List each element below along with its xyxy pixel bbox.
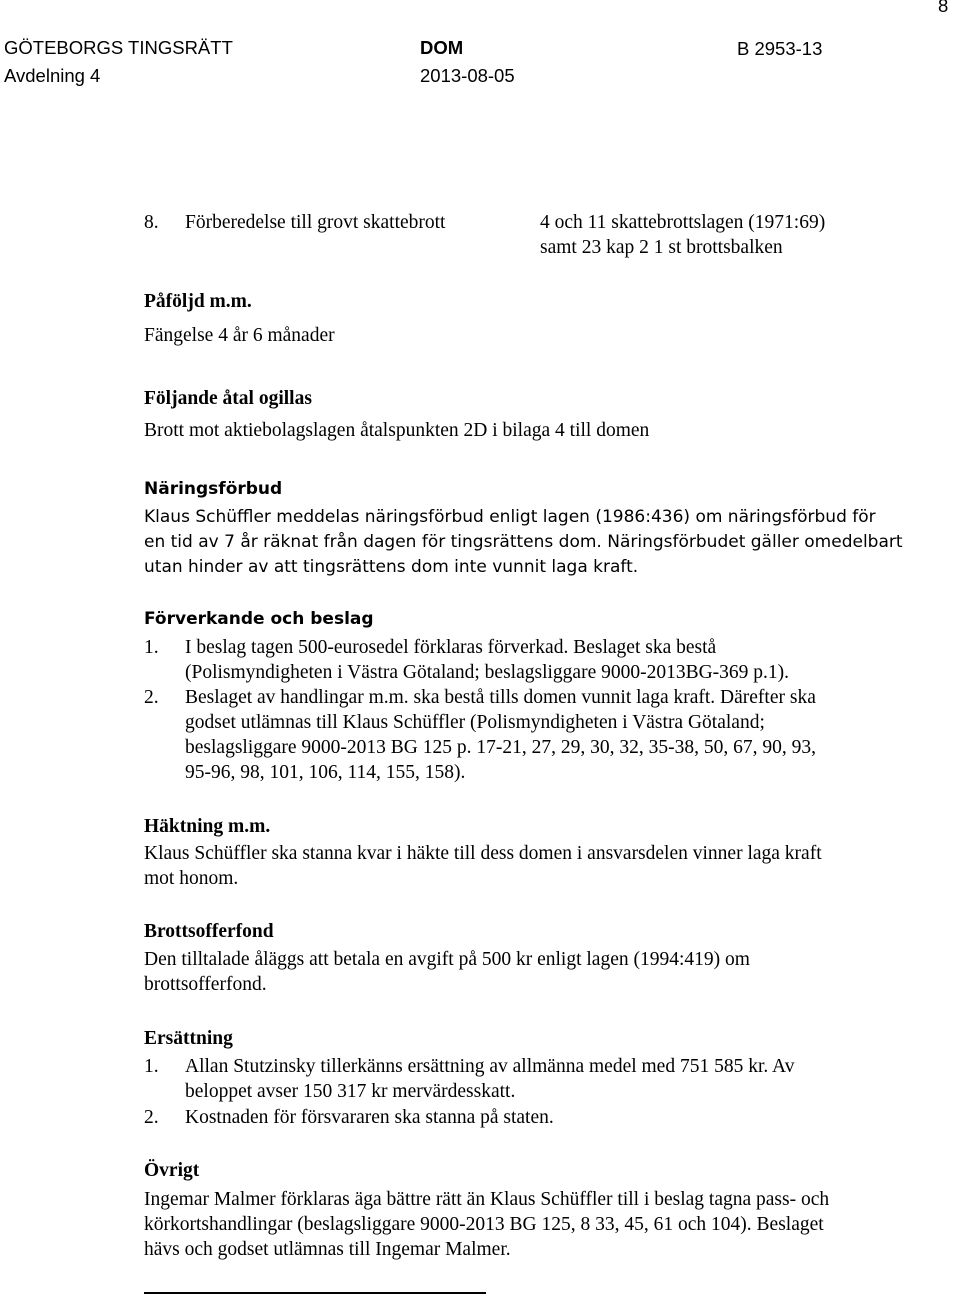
section-heading-pafoljd: Påföljd m.m. [144,291,252,312]
sentence-text: Fängelse 4 år 6 månader [144,325,335,346]
paragraph-line: en tid av 7 år räknat från dagen för tingsrättens dom. Näringsförbudet gäller omedelbart [144,532,903,552]
paragraph-line: hävs och godset utlämnas till Ingemar Malmer. [144,1239,511,1260]
section-heading-ogillas: Följande åtal ogillas [144,388,312,409]
list-item-line: I beslag tagen 500-eurosedel förklaras förverkad. Beslaget ska bestå [185,637,717,658]
list-item-line: beslagsliggare 9000-2013 BG 125 p. 17-21, 27, 29, 30, 32, 35-38, 50, 67, 90, 93, [185,737,816,758]
dismissed-charge-text: Brott mot aktiebolagslagen åtalspunkten 2D i bilaga 4 till domen [144,420,650,441]
paragraph-line: brottsofferfond. [144,974,267,995]
page-number: 8 [938,0,949,16]
offense-title: Förberedelse till grovt skattebrott [185,212,446,233]
list-item-line: (Polismyndigheten i Västra Götaland; beslagsliggare 9000-2013BG-369 p.1). [185,662,790,683]
list-item-line: Beslaget av handlingar m.m. ska bestå tills domen vunnit laga kraft. Därefter ska [185,687,816,708]
paragraph-line: Den tilltalade åläggs att betala en avgift på 500 kr enligt lagen (1994:419) om [144,949,750,970]
list-number: 2. [144,1107,159,1128]
paragraph-line: Klaus Schüffler ska stanna kvar i häkte till dess domen i ansvarsdelen vinner laga kraft [144,843,822,864]
paragraph-line: Klaus Schüffler meddelas näringsförbud enligt lagen (1986:436) om näringsförbud för [144,507,876,527]
paragraph-line: Ingemar Malmer förklaras äga bättre rätt än Klaus Schüffler till i beslag tagna pass- och [144,1189,830,1210]
division: Avdelning 4 [4,65,101,86]
section-heading-forverkande: Förverkande och beslag [144,609,374,629]
list-number: 1. [144,637,159,658]
closing-rule [144,1292,486,1294]
offense-law-line: 4 och 11 skattebrottslagen (1971:69) [540,212,826,233]
paragraph-line: körkortshandlingar (beslagsliggare 9000-2013 BG 125, 8 33, 45, 61 och 104). Beslaget [144,1214,824,1235]
list-number: 2. [144,687,159,708]
paragraph-line: utan hinder av att tingsrättens dom inte vunnit laga kraft. [144,557,639,577]
section-heading-ersattning: Ersättning [144,1028,233,1049]
list-item-line: beloppet avser 150 317 kr mervärdesskatt. [185,1081,516,1102]
court-name: GÖTEBORGS TINGSRÄTT [4,37,233,58]
list-item-line: Allan Stutzinsky tillerkänns ersättning av allmänna medel med 751 585 kr. Av [185,1056,795,1077]
section-heading-brottsofferfond: Brottsofferfond [144,921,274,942]
offense-number: 8. [144,212,159,233]
document-date: 2013-08-05 [420,65,515,86]
list-item-line: 95-96, 98, 101, 106, 114, 155, 158). [185,762,466,783]
list-number: 1. [144,1056,159,1077]
list-item-line: Kostnaden för försvararen ska stanna på staten. [185,1107,554,1128]
paragraph-line: mot honom. [144,868,239,889]
document-type: DOM [420,37,464,58]
section-heading-naringsforbud: Näringsförbud [144,479,283,499]
list-item-line: godset utlämnas till Klaus Schüffler (Polismyndigheten i Västra Götaland; [185,712,765,733]
section-heading-ovrigt: Övrigt [144,1160,200,1181]
offense-law-line: samt 23 kap 2 1 st brottsbalken [540,237,783,258]
section-heading-haktning: Häktning m.m. [144,816,271,837]
case-number: B 2953-13 [737,38,823,59]
